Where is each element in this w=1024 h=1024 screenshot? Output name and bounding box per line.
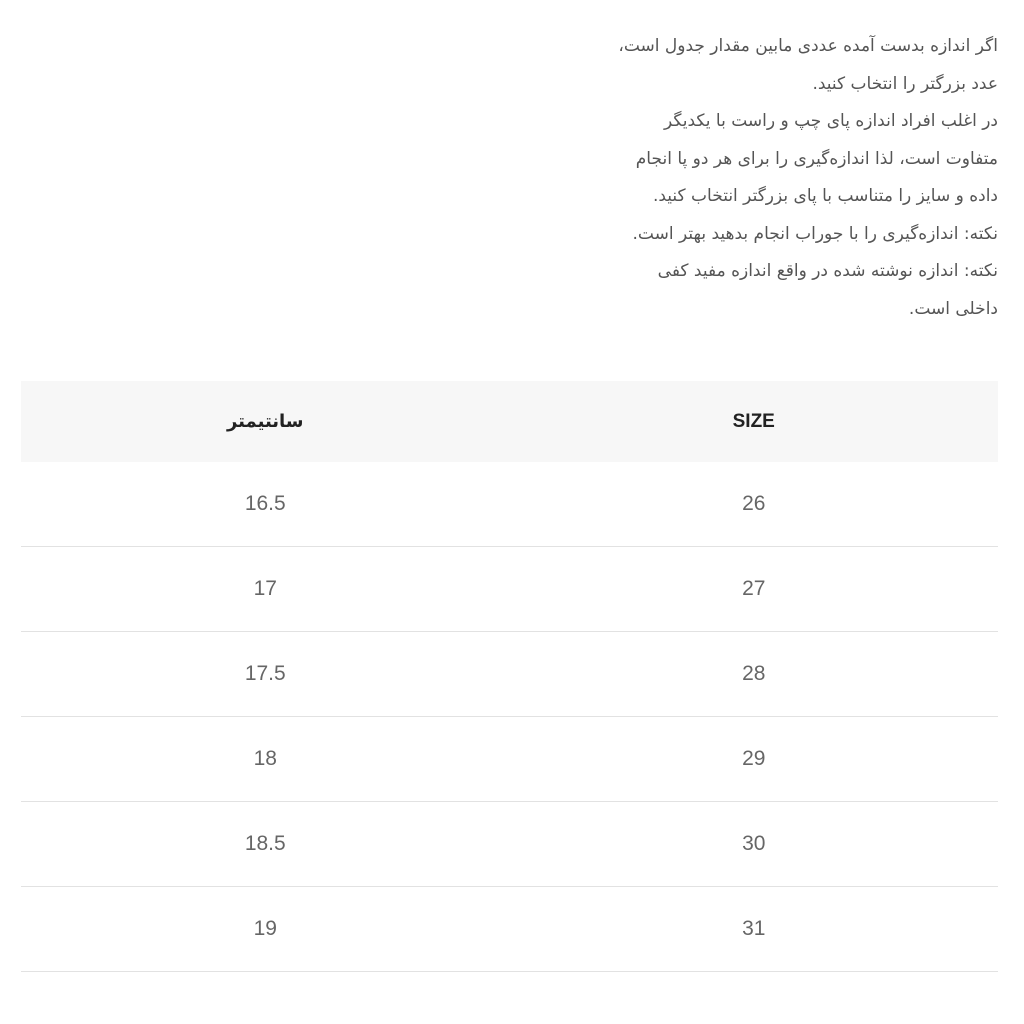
table-row <box>21 717 998 802</box>
cell-centimeter: 18 <box>21 717 510 802</box>
cell-centimeter: 19 <box>21 887 510 972</box>
instruction-line: داخلی است. <box>908 298 998 319</box>
cell-centimeter: 18.5 <box>21 802 510 887</box>
instruction-line: اگر اندازه بدست آمده عددی مابین مقدار جدول است، <box>618 36 998 56</box>
header-centimeter: سانتیمتر <box>226 411 304 432</box>
cell-size: 30 <box>510 802 999 887</box>
table-row <box>21 547 998 632</box>
cell-size: 31 <box>510 887 999 972</box>
table-row <box>21 887 998 972</box>
cell-centimeter: 16.5 <box>21 462 510 547</box>
cell-size: 28 <box>510 632 999 717</box>
size-chart-table <box>21 381 998 972</box>
cell-size: 29 <box>510 717 999 802</box>
instruction-line: نکته: اندازه نوشته شده در واقع اندازه مفید کفی <box>657 261 998 281</box>
instruction-line: داده و سایز را متناسب با پای بزرگتر انتخاب کنید. <box>652 186 998 206</box>
cell-size: 26 <box>510 462 999 547</box>
table-header <box>21 381 998 462</box>
table-row <box>21 462 998 547</box>
cell-size: 27 <box>510 547 999 632</box>
cell-centimeter: 17 <box>21 547 510 632</box>
instruction-line: عدد بزرگتر را انتخاب کنید. <box>812 73 998 94</box>
table-row <box>21 632 998 717</box>
cell-centimeter: 17.5 <box>21 632 510 717</box>
sizing-instructions <box>478 28 998 328</box>
instruction-line: در اغلب افراد اندازه پای چپ و راست با یکدیگر <box>663 111 998 131</box>
table-row <box>21 802 998 887</box>
header-size: SIZE <box>732 410 775 432</box>
instruction-line: متفاوت است، لذا اندازه‌گیری را برای هر دو پا انجام <box>635 148 998 169</box>
header-row <box>21 381 998 462</box>
instruction-line: نکته: اندازه‌گیری را با جوراب انجام بدهید بهتر است. <box>632 223 998 244</box>
